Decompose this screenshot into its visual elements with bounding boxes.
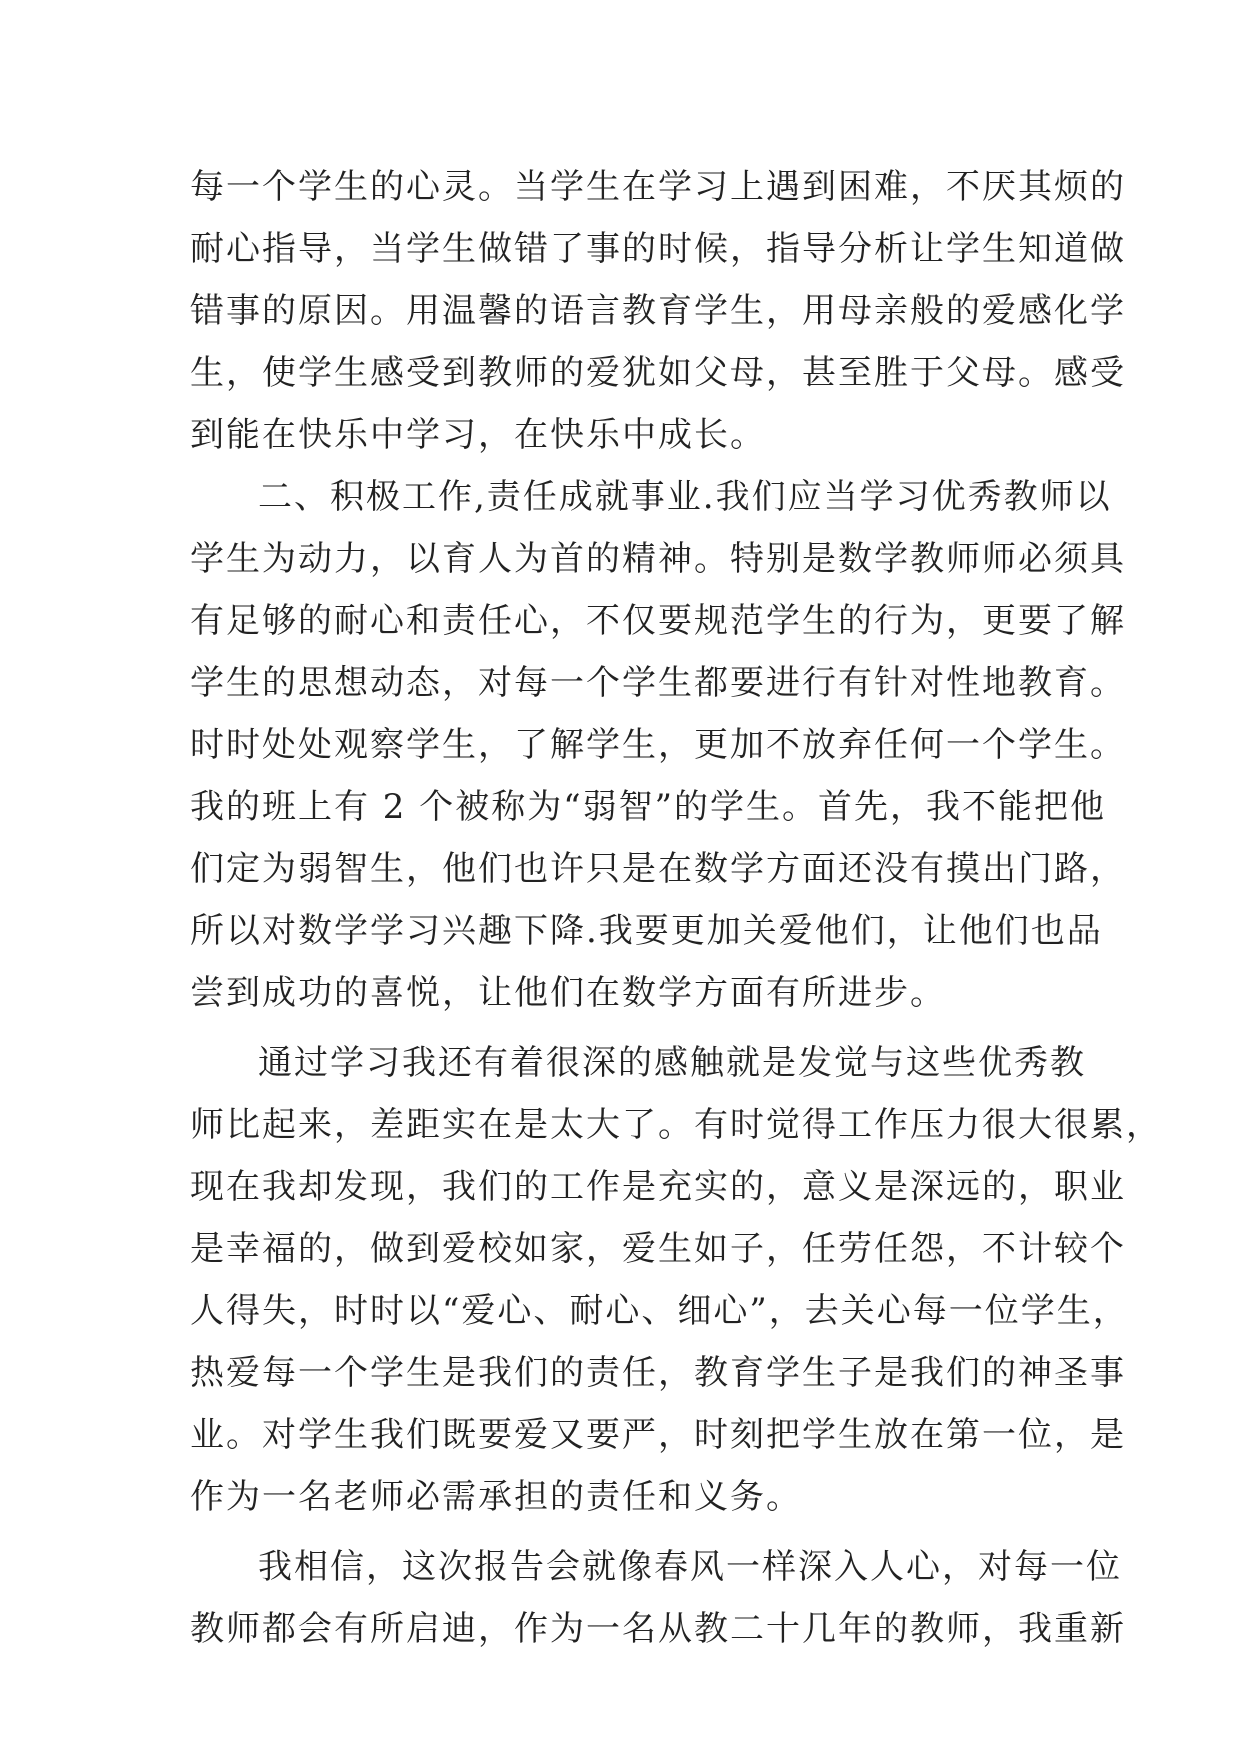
paragraph-line: 人得失，时时以“爱心、耐心、细心”，去关心每一位学生， — [190, 1291, 1129, 1331]
paragraph-line: 耐心指导，当学生做错了事的时候，指导分析让学生知道做 — [190, 229, 1126, 269]
paragraph-first-line: 通过学习我还有着很深的感触就是发觉与这些优秀教 — [258, 1043, 1086, 1083]
paragraph-line: 师比起来，差距实在是太大了。有时觉得工作压力很大很累， — [190, 1105, 1162, 1145]
paragraph-line: 学生的思想动态，对每一个学生都要进行有针对性地教育。 — [190, 663, 1126, 703]
paragraph-line: 热爱每一个学生是我们的责任，教育学生子是我们的神圣事 — [190, 1353, 1126, 1393]
paragraph-line: 生，使学生感受到教师的爱犹如父母，甚至胜于父母。感受 — [190, 353, 1126, 393]
body-text — [190, 156, 1162, 1660]
paragraph-line: 到能在快乐中学习，在快乐中成长。 — [190, 415, 766, 455]
paragraph-line: 有足够的耐心和责任心，不仅要规范学生的行为，更要了解 — [190, 601, 1126, 641]
paragraph-line: 尝到成功的喜悦，让他们在数学方面有所进步。 — [190, 973, 946, 1013]
paragraph-line: 作为一名老师必需承担的责任和义务。 — [190, 1477, 802, 1517]
paragraph-first-line: 二、积极工作,责任成就事业.我们应当学习优秀教师以 — [258, 477, 1112, 517]
paragraph-line: 学生为动力，以育人为首的精神。特别是数学教师师必须具 — [190, 539, 1126, 579]
paragraph-line: 我的班上有 2 个被称为“弱智”的学生。首先，我不能把他 — [190, 787, 1107, 827]
paragraph-line: 每一个学生的心灵。当学生在学习上遇到困难，不厌其烦的 — [190, 167, 1126, 207]
paragraph-line: 们定为弱智生，他们也许只是在数学方面还没有摸出门路， — [190, 849, 1126, 889]
paragraph-line: 时时处处观察学生，了解学生，更加不放弃任何一个学生。 — [190, 725, 1126, 765]
paragraph-line: 现在我却发现，我们的工作是充实的，意义是深远的，职业 — [190, 1167, 1126, 1207]
paragraph-line: 业。对学生我们既要爱又要严，时刻把学生放在第一位，是 — [190, 1415, 1126, 1455]
paragraph-line: 是幸福的，做到爱校如家，爱生如子，任劳任怨，不计较个 — [190, 1229, 1126, 1269]
paragraph-line: 所以对数学学习兴趣下降.我要更加关爱他们，让他们也品 — [190, 911, 1103, 951]
paragraph-line: 教师都会有所启迪，作为一名从教二十几年的教师，我重新 — [190, 1609, 1126, 1649]
paragraph-line: 错事的原因。用温馨的语言教育学生，用母亲般的爱感化学 — [190, 291, 1126, 331]
paragraph-first-line: 我相信，这次报告会就像春风一样深入人心，对每一位 — [258, 1547, 1122, 1587]
